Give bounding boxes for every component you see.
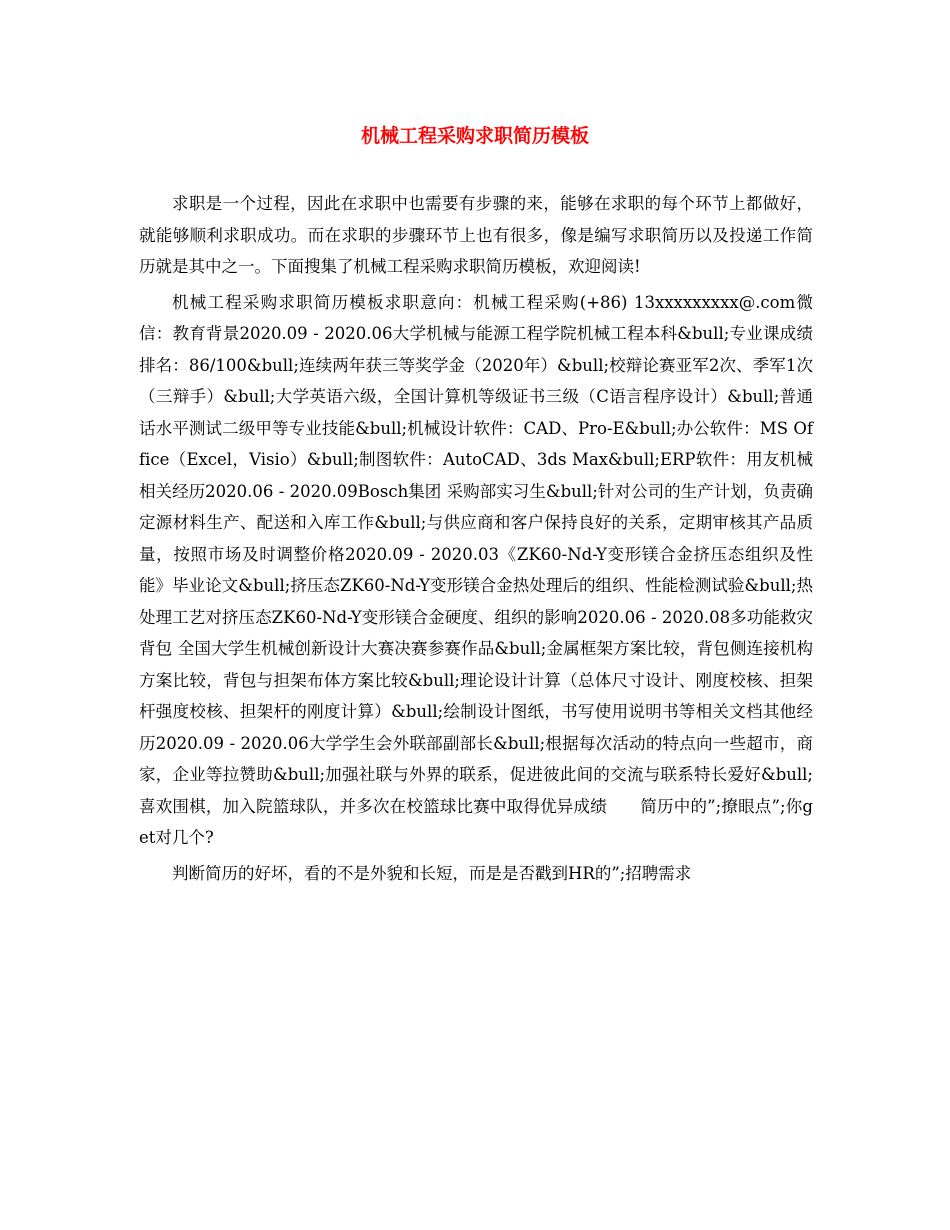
- closing-paragraph: 判断简历的好坏，看的不是外貌和长短，而是是否戳到HR的”;招聘需求: [172, 863, 692, 883]
- document-body: [139, 188, 813, 889]
- document-title: 机械工程采购求职简历模板: [360, 125, 589, 147]
- resume-paragraph: 机械工程采购求职简历模板求职意向：机械工程采购(+86) 13xxxxxxxxx@.com微信：教育背景2020.09 - 2020.06大学机械与能源工程学院机械工程本科&bull;专业课成绩排名：86/100&bull;连续两年获三等奖学金（2020年）&bull;校辩论赛亚军2次、季军1次（三辩手）&bull;大学英语六级，全国计算机等级证书三级（C语言程序设计）&bull;普通话水平测试二级甲等专业技能&bull;机械设计软件：CAD、Pro-E&bull;办公软件：MS Office（Excel，Visio）&bull;制图软件：AutoCAD、3ds Max&bull;ERP软件：用友机械相关经历2020.06 - 2020.09Bosch集团 采购部实习生&bull;针对公司的生产计划，负责确定源材料生产、配送和入库工作&bull;与供应商和客户保持良好的关系，定期审核其产品质量，按照市场及时调整价格2020.09 - 2020.03《ZK60-Nd-Y变形镁合金挤压态组织及性能》毕业论文&bull;挤压态ZK60-Nd-Y变形镁合金热处理后的组织、性能检测试验&bull;热处理工艺对挤压态ZK60-Nd-Y变形镁合金硬度、组织的影响2020.06 - 2020.08多功能救灾背包 全国大学生机械创新设计大赛决赛参赛作品&bull;金属框架方案比较，背包侧连接机构方案比较，背包与担架布体方案比较&bull;理论设计计算（总体尺寸设计、刚度校核、担架杆强度校核、担架杆的刚度计算）&bull;绘制设计图纸，书写使用说明书等相关文档其他经历2020.09 - 2020.06大学学生会外联部副部长&bull;根据每次活动的特点向一些超市，商家，企业等拉赞助&bull;加强社联与外界的联系，促进彼此间的交流与联系特长爱好&bull;喜欢围棋，加入院篮球队，并多次在校篮球比赛中取得优异成绩 简历中的”;撩眼点”;你get对几个?: [139, 292, 813, 847]
- intro-paragraph: 求职是一个过程，因此在求职中也需要有步骤的来，能够在求职的每个环节上都做好，就能够顺利求职成功。而在求职的步骤环节上也有很多，像是编写求职简历以及投递工作简历就是其中之一。下面搜集了机械工程采购求职简历模板，欢迎阅读!: [139, 194, 813, 276]
